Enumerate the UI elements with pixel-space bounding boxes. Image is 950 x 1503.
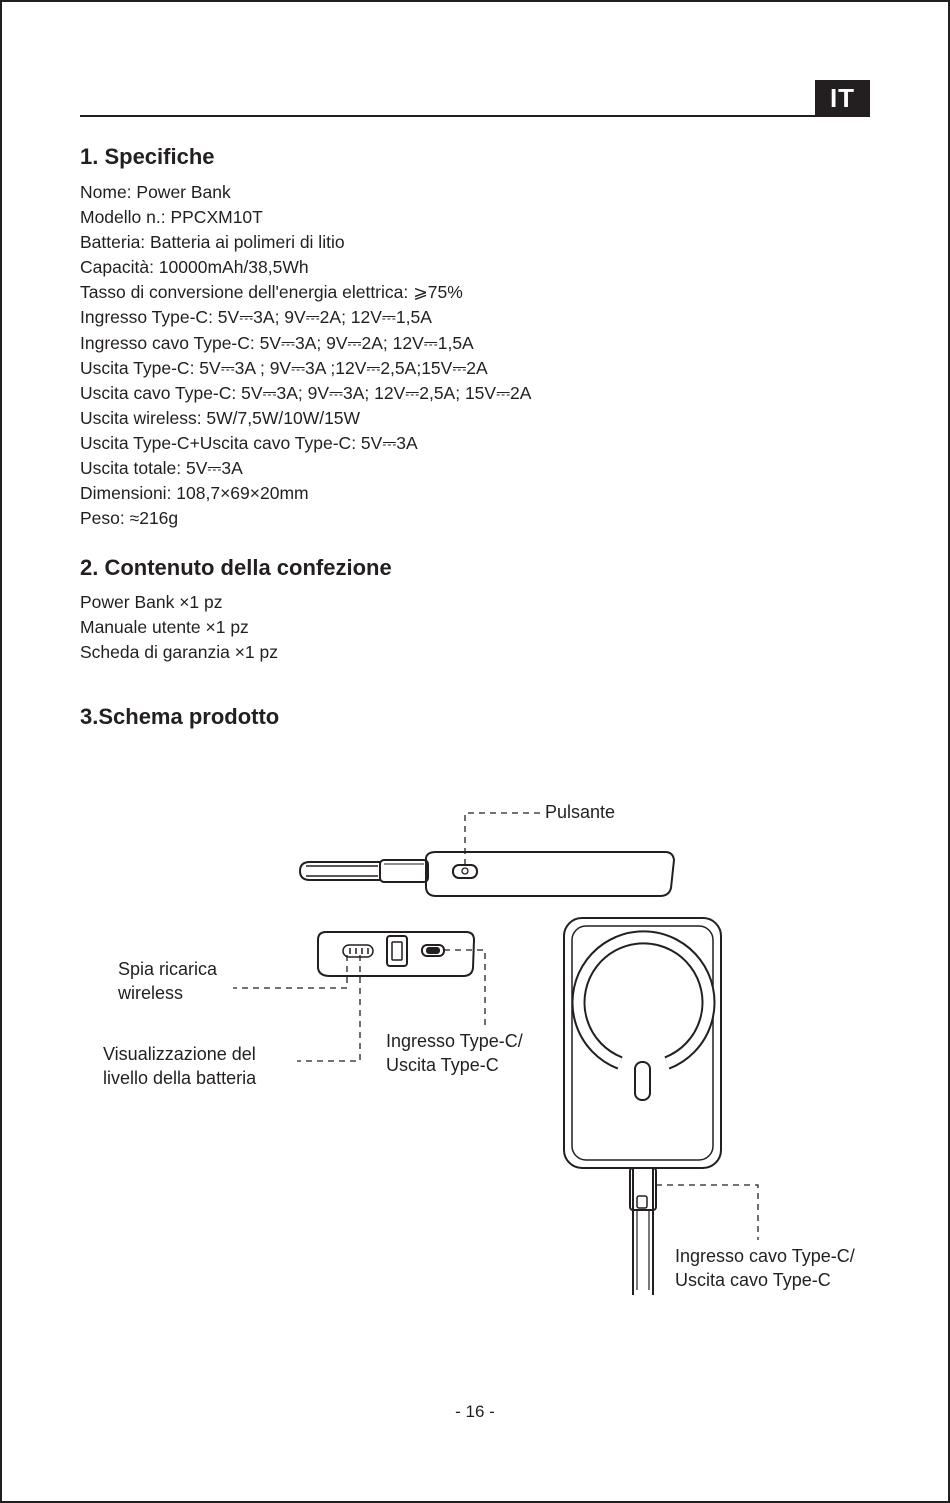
package-title: 2. Contenuto della confezione — [80, 555, 392, 580]
leader-wireless — [233, 955, 347, 988]
cable-icon — [630, 1168, 656, 1295]
label-typec-line1: Ingresso Type-C/ — [386, 1031, 523, 1051]
label-wireless-led-line1: Spia ricarica — [118, 959, 218, 979]
spec-line: Tasso di conversione dell'energia elettrica: ⩾75% — [80, 282, 463, 303]
spec-line: Uscita Type-C+Uscita cavo Type-C: 5V⎓3A — [80, 432, 418, 453]
leader-battery — [297, 955, 360, 1061]
spec-line: Uscita totale: 5V⎓3A — [80, 458, 243, 479]
spec-line: Uscita Type-C: 5V⎓3A ; 9V⎓3A ;12V⎓2,5A;15V⎓2A — [80, 357, 488, 378]
front-view-device — [564, 918, 721, 1168]
leader-button — [465, 813, 540, 865]
bottom-view-device — [318, 932, 474, 976]
leader-cable — [656, 1185, 758, 1240]
cable-plug-icon — [387, 936, 407, 966]
spec-line: Ingresso Type-C: 5V⎓3A; 9V⎓2A; 12V⎓1,5A — [80, 307, 432, 328]
label-cable-line2: Uscita cavo Type-C — [675, 1270, 831, 1290]
leader-typec — [444, 950, 485, 1028]
spec-line: Uscita wireless: 5W/7,5W/10W/15W — [80, 407, 361, 428]
package-line: Manuale utente ×1 pz — [80, 617, 249, 638]
language-badge: IT — [815, 80, 870, 117]
side-view-device — [300, 852, 674, 896]
spec-line: Modello n.: PPCXM10T — [80, 207, 263, 228]
diagram-title: 3.Schema prodotto — [80, 704, 280, 729]
label-typec-line2: Uscita Type-C — [386, 1055, 499, 1075]
spec-line: Capacità: 10000mAh/38,5Wh — [80, 257, 309, 278]
spec-line: Dimensioni: 108,7×69×20mm — [80, 483, 309, 504]
power-button-icon — [453, 865, 477, 878]
label-battery-line1: Visualizzazione del — [103, 1044, 256, 1064]
label-cable-line1: Ingresso cavo Type-C/ — [675, 1246, 855, 1266]
spec-line: Batteria: Batteria ai polimeri di litio — [80, 232, 345, 253]
specs-title: 1. Specifiche — [80, 144, 215, 169]
spec-line: Uscita cavo Type-C: 5V⎓3A; 9V⎓3A; 12V⎓2,5A; 15V⎓2A — [80, 382, 532, 403]
label-button: Pulsante — [545, 802, 616, 822]
typec-port-icon — [422, 945, 444, 956]
page-number: - 16 - — [455, 1402, 495, 1421]
label-wireless-led-line2: wireless — [118, 983, 184, 1003]
spec-line: Nome: Power Bank — [80, 182, 231, 202]
package-line: Power Bank ×1 pz — [80, 592, 223, 612]
package-line: Scheda di garanzia ×1 pz — [80, 642, 278, 663]
spec-line: Peso: ≈216g — [80, 508, 179, 529]
label-battery-line2: livello della batteria — [103, 1068, 257, 1088]
spec-line: Ingresso cavo Type-C: 5V⎓3A; 9V⎓2A; 12V⎓1,5A — [80, 332, 474, 353]
